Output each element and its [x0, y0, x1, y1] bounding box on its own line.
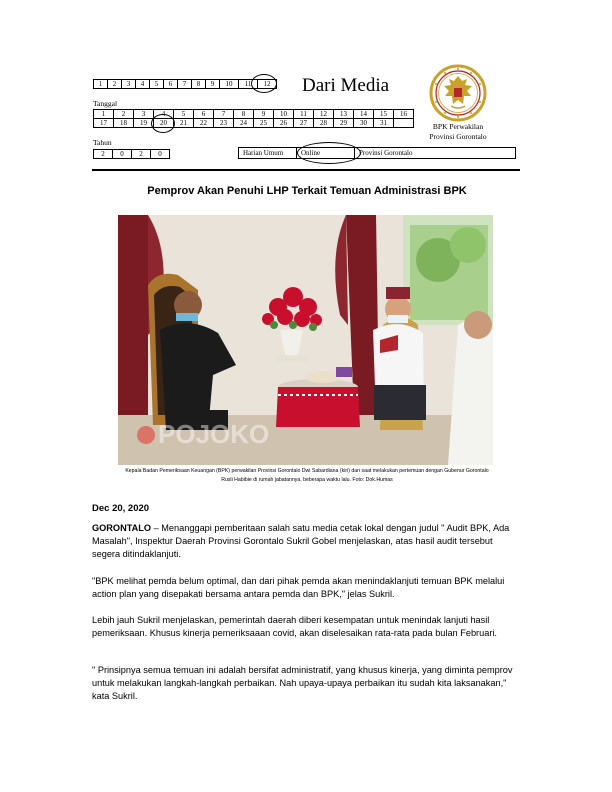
month-selection-circle [251, 74, 277, 93]
article-paragraph-2: "BPK melihat pemda belum optimal, dan dari pihak pemda akan menindaklanjuti temuan BPK melalui action plan yang disepakati bersama antara pemda dan BPK," jelas Sukril. [92, 576, 505, 599]
month-cell-9: 9 [206, 80, 220, 89]
source-row [238, 147, 516, 159]
tahun-label: Tahun [93, 138, 112, 147]
day-cell-18: 18 [114, 119, 134, 128]
photo-caption-line2: Rusli Habibie di rumah jabatannya, beberapa waktu lalu. Foto: Dok.Humas [221, 477, 393, 483]
day-cell-6: 6 [194, 110, 214, 119]
dateline: GORONTALO [92, 523, 152, 533]
bpk-logo [427, 64, 489, 122]
day-cell-13: 13 [334, 110, 354, 119]
day-cell-24: 24 [234, 119, 254, 128]
day-cell-8: 8 [234, 110, 254, 119]
day-cell-21: 21 [174, 119, 194, 128]
day-selection-circle [151, 114, 175, 133]
source-selection-circle [297, 142, 361, 164]
day-cell-26: 26 [274, 119, 294, 128]
day-cell-20: 20 [154, 119, 174, 128]
month-cell-8: 8 [192, 80, 206, 89]
month-cell-1: 1 [94, 80, 108, 89]
tanggal-label: Tanggal [93, 99, 118, 108]
year-digit-cell-2: 2 [132, 150, 151, 159]
month-cell-6: 6 [164, 80, 178, 89]
day-cell-19: 19 [134, 119, 154, 128]
year-digit-cell-0: 0 [151, 150, 170, 159]
article-headline: Pemprov Akan Penuhi LHP Terkait Temuan Administrasi BPK [147, 185, 467, 197]
month-cell-11: 11 [239, 80, 258, 89]
article-photo [118, 215, 493, 465]
month-cell-3: 3 [122, 80, 136, 89]
header-title: Dari Media [302, 75, 390, 96]
day-cell-31: 31 [374, 119, 394, 128]
day-cell-27: 27 [294, 119, 314, 128]
day-cell-5: 5 [174, 110, 194, 119]
photo-watermark: POJOKO [158, 419, 270, 449]
day-cell-28: 28 [314, 119, 334, 128]
day-cell-3: 3 [134, 110, 154, 119]
month-cell-12: 12 [258, 80, 277, 89]
org-name [420, 122, 496, 142]
day-cell-1: 1 [94, 110, 114, 119]
org-line1: BPK Perwakilan [432, 122, 484, 131]
day-cell-9: 9 [254, 110, 274, 119]
photo-caption-line1: Kepala Badan Pemeriksaan Keuangan (BPK) perwakilan Provinsi Gorontalo Dwi Sabardiana (kiri) dan saat melakukan pertemuan dengan Gubenur Gorontalo [125, 468, 489, 474]
day-cell-4: 4 [154, 110, 174, 119]
header-rule [92, 169, 520, 171]
day-cell-25: 25 [254, 119, 274, 128]
day-cell-12: 12 [314, 110, 334, 119]
day-cell-17: 17 [94, 119, 114, 128]
day-cell-15: 15 [374, 110, 394, 119]
paragraph-1-text: – Menanggapi pemberitaan salah satu media cetak lokal dengan judul " Audit BPK, Ada Masalah", Inspektur Daerah Provinsi Gorontalo Sukril Gobel menjelaskan, atas hasil audit tersebut segera ditindaklanjuti. [92, 523, 510, 559]
day-cell-11: 11 [294, 110, 314, 119]
article-paragraph-3: Lebih jauh Sukril menjelaskan, pemerintah daerah diberi kesempatan untuk menindak lanjuti hasil pemeriksaan. Khusus kinerja pemeriksaaan covid, akan diselesaikan rata-rata pada bulan Februari. [92, 615, 497, 638]
photo-caption [92, 467, 522, 485]
source-online: Online [297, 148, 355, 158]
article-date: Dec 20, 2020 [92, 503, 150, 514]
month-cell-4: 4 [136, 80, 150, 89]
year-grid [93, 149, 170, 159]
day-cell-14: 14 [354, 110, 374, 119]
month-grid [93, 79, 277, 89]
month-cell-5: 5 [150, 80, 164, 89]
article-paragraph-1 [92, 522, 522, 561]
day-cell-2: 2 [114, 110, 134, 119]
day-cell-empty [394, 119, 414, 128]
source-provinsi: Provinsi Gorontalo [359, 149, 413, 157]
day-cell-7: 7 [214, 110, 234, 119]
article-paragraph-4: " Prinsipnya semua temuan ini adalah bersifat administratif, yang khusus kinerja, yang diminta pemprov untuk melakukan langkah-langkah perbaikan. Nah upaya-upaya perbaikan itu sudah kita laksanakan," kata Sukril. [92, 665, 513, 701]
day-cell-22: 22 [194, 119, 214, 128]
year-digit-cell-0: 0 [113, 150, 132, 159]
month-cell-2: 2 [108, 80, 122, 89]
day-cell-10: 10 [274, 110, 294, 119]
source-harian-umum: Harian Umum [239, 148, 297, 158]
day-cell-29: 29 [334, 119, 354, 128]
year-digit-cell-2: 2 [94, 150, 113, 159]
day-cell-16: 16 [394, 110, 414, 119]
day-cell-30: 30 [354, 119, 374, 128]
day-grid [93, 109, 414, 128]
day-cell-23: 23 [214, 119, 234, 128]
org-line2: Provinsi Gorontalo [429, 132, 487, 141]
month-cell-7: 7 [178, 80, 192, 89]
month-cell-10: 10 [220, 80, 239, 89]
